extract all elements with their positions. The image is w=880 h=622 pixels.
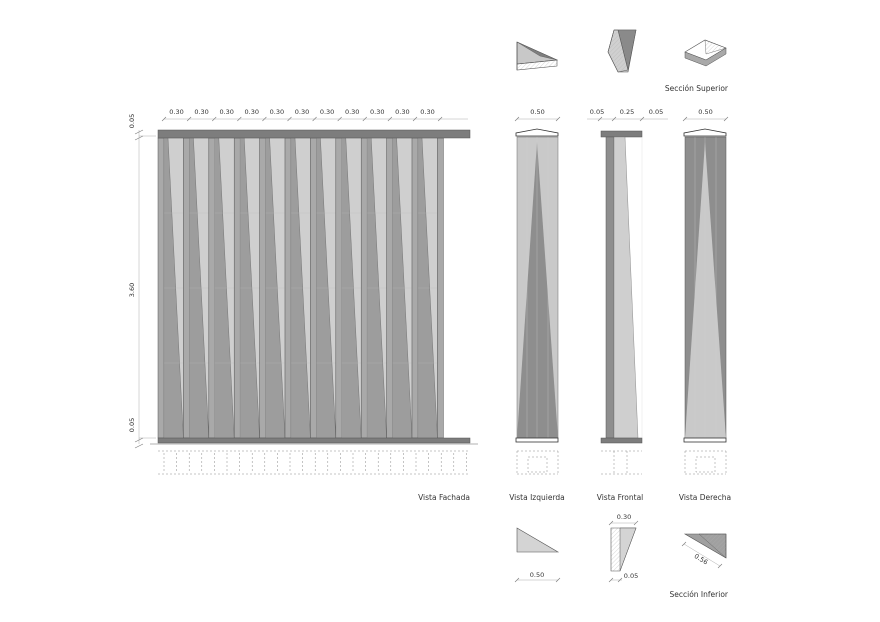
dim-section-bottom-left: 0.50: [529, 571, 545, 579]
section-top: [517, 30, 729, 93]
section-bottom-prism-mid: [609, 513, 638, 582]
section-bottom: [515, 513, 729, 599]
caption-section-top: Sección Superior: [664, 84, 728, 93]
facade-panels: [158, 138, 443, 438]
facade-post: [437, 138, 443, 438]
dim-facade-top: 0.30: [420, 108, 435, 116]
caption-section-bottom: Sección Inferior: [669, 590, 728, 599]
section-bottom-prism-left: [515, 528, 560, 582]
dim-facade-top: 0.30: [370, 108, 385, 116]
facade-post: [387, 138, 393, 438]
facade-top-dimensions: [162, 108, 468, 121]
facade-post: [285, 138, 291, 438]
facade-post: [412, 138, 418, 438]
left-view-base: [516, 438, 558, 442]
dim-facade-top: 0.30: [244, 108, 260, 116]
facade-post: [234, 138, 240, 438]
front-view: [587, 108, 668, 502]
facade-post: [260, 138, 266, 438]
front-view-panel: [614, 137, 638, 438]
caption-facade: Vista Fachada: [418, 493, 470, 502]
dim-left-view-width: 0.50: [530, 108, 545, 116]
caption-front-view: Vista Frontal: [596, 493, 644, 502]
dim-facade-top: 0.30: [294, 108, 310, 116]
facade-post: [336, 138, 342, 438]
facade-post: [158, 138, 164, 438]
dim-left-bottom: 0.05: [128, 417, 136, 433]
facade-elevation: [150, 130, 478, 444]
dim-right-view-width: 0.50: [698, 108, 713, 116]
dim-facade-top: 0.30: [194, 108, 209, 116]
facade-bottom-bar: [158, 438, 470, 443]
facade-post: [183, 138, 189, 438]
right-view-base: [684, 438, 726, 442]
left-view-cap: [516, 129, 558, 136]
front-view-post: [606, 137, 614, 438]
facade-post: [310, 138, 316, 438]
facade-top-bar: [158, 130, 470, 138]
right-view: [679, 108, 731, 502]
facade-left-dimensions: [128, 114, 156, 448]
front-view-top-bar: [601, 131, 642, 137]
dim-left-height: 3.60: [128, 282, 136, 298]
section-top-prism-right: [685, 40, 726, 66]
dim-facade-top: 0.30: [319, 108, 335, 116]
facade-post: [361, 138, 367, 438]
dim-front-left: 0.05: [589, 108, 605, 116]
dim-facade-top: 0.30: [169, 108, 184, 116]
dim-front-right: 0.05: [648, 108, 664, 116]
dim-section-bottom-mid-top: 0.30: [616, 513, 632, 521]
dim-section-bottom-right: 0.56: [692, 552, 710, 567]
dim-section-bottom-mid-bottom: 0.05: [623, 572, 639, 580]
right-view-cap: [684, 129, 726, 136]
caption-right-view: Vista Derecha: [678, 493, 732, 502]
dim-facade-top: 0.30: [269, 108, 285, 116]
left-view: [509, 108, 565, 502]
section-bottom-prism-right: [682, 534, 726, 568]
dim-left-top: 0.05: [128, 113, 136, 129]
dim-front-mid: 0.25: [619, 108, 635, 116]
dim-facade-top: 0.30: [219, 108, 234, 116]
caption-left-view: Vista Izquierda: [509, 493, 565, 502]
facade-post: [209, 138, 215, 438]
section-top-prism-mid: [608, 30, 636, 72]
front-view-bottom-bar: [601, 438, 642, 443]
section-top-prism-left: [517, 42, 557, 70]
dim-facade-top: 0.30: [344, 108, 360, 116]
dim-facade-top: 0.30: [395, 108, 410, 116]
facade-foundation: [158, 451, 470, 474]
